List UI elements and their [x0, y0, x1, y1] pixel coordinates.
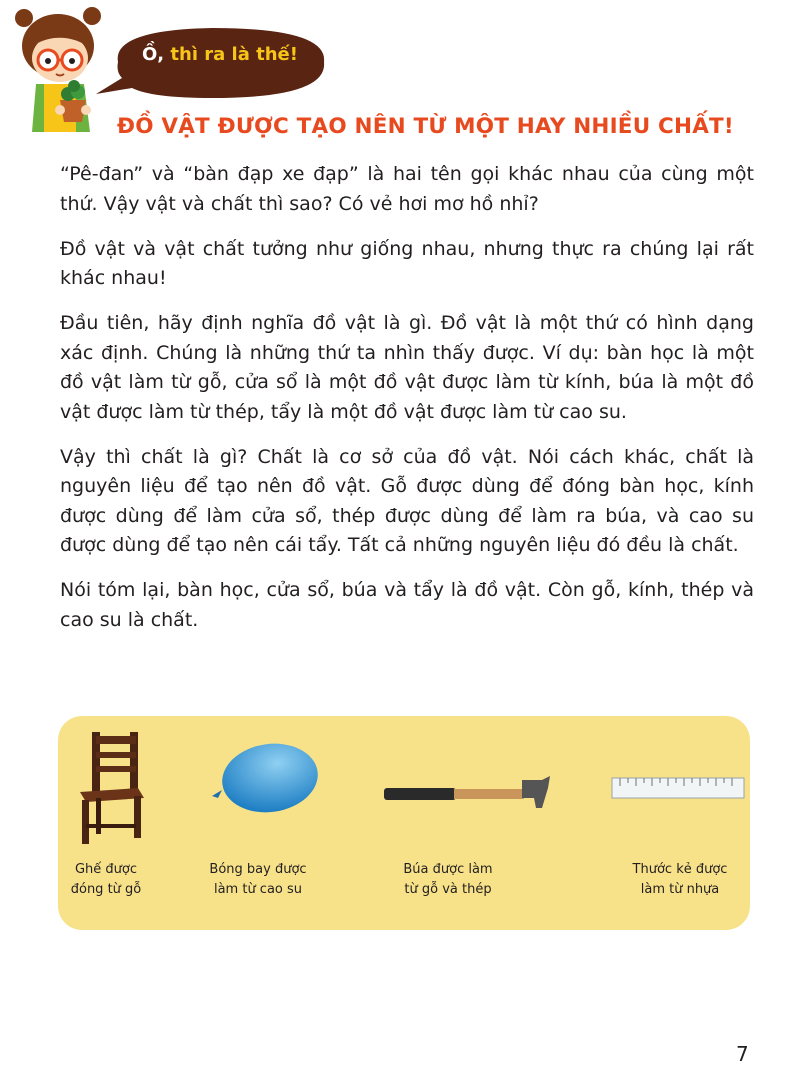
- paragraph-1: “Pê-đan” và “bàn đạp xe đạp” là hai tên gọi khác nhau của cùng một thứ. Vậy vật và chất thì sao? Có vẻ hơi mơ hồ nhỉ?: [60, 163, 754, 215]
- plastic-ruler-icon: [610, 774, 746, 802]
- example-label-ruler: Thước kẻ được làm từ nhựa: [632, 862, 728, 897]
- bubble-highlight: thì ra là thế!: [170, 44, 298, 65]
- page-number: 7: [736, 1042, 749, 1066]
- paragraph-3: Đầu tiên, hãy định nghĩa đồ vật là gì. Đồ vật là một thứ có hình dạng xác định. Chúng là những thứ ta nhìn thấy được. Ví dụ: bàn học là một đồ vật làm từ gỗ, cửa sổ là một đồ vật được làm từ kính, búa là một đồ vật được làm từ thép, tẩy là một đồ vật được làm từ cao su.: [60, 312, 754, 423]
- example-label-balloon: Bóng bay được làm từ cao su: [209, 862, 307, 897]
- paragraph-4: Vậy thì chất là gì? Chất là cơ sở của đồ vật. Nói cách khác, chất là nguyên liệu để tạo nên đồ vật. Gỗ được dùng để đóng bàn học, kính được dùng để làm cửa sổ, thép được dùng để làm ra búa, và cao su được dùng để tạo nên cái tẩy. Tất cả những nguyên liệu đó đều là chất.: [60, 445, 754, 556]
- bubble-text: [142, 44, 298, 65]
- examples-panel: [58, 716, 750, 930]
- wooden-chair-icon: [72, 728, 152, 846]
- blue-balloon-icon: [204, 740, 324, 820]
- paragraph-5: Nói tóm lại, bàn học, cửa sổ, búa và tẩy là đồ vật. Còn gỗ, kính, thép và cao su là chất.: [60, 579, 754, 631]
- section-heading: ĐỒ VẬT ĐƯỢC TẠO NÊN TỪ MỘT HAY NHIỀU CHẤT!: [117, 114, 734, 139]
- example-label-hammer: Búa được làm từ gỗ và thép: [403, 862, 493, 897]
- bubble-prefix: Ồ,: [142, 44, 171, 65]
- hammer-icon: [382, 774, 552, 814]
- example-label-chair: Ghế được đóng từ gỗ: [70, 862, 142, 897]
- paragraph-2: Đồ vật và vật chất tưởng như giống nhau, nhưng thực ra chúng lại rất khác nhau!: [60, 237, 754, 289]
- body-text: [60, 160, 754, 651]
